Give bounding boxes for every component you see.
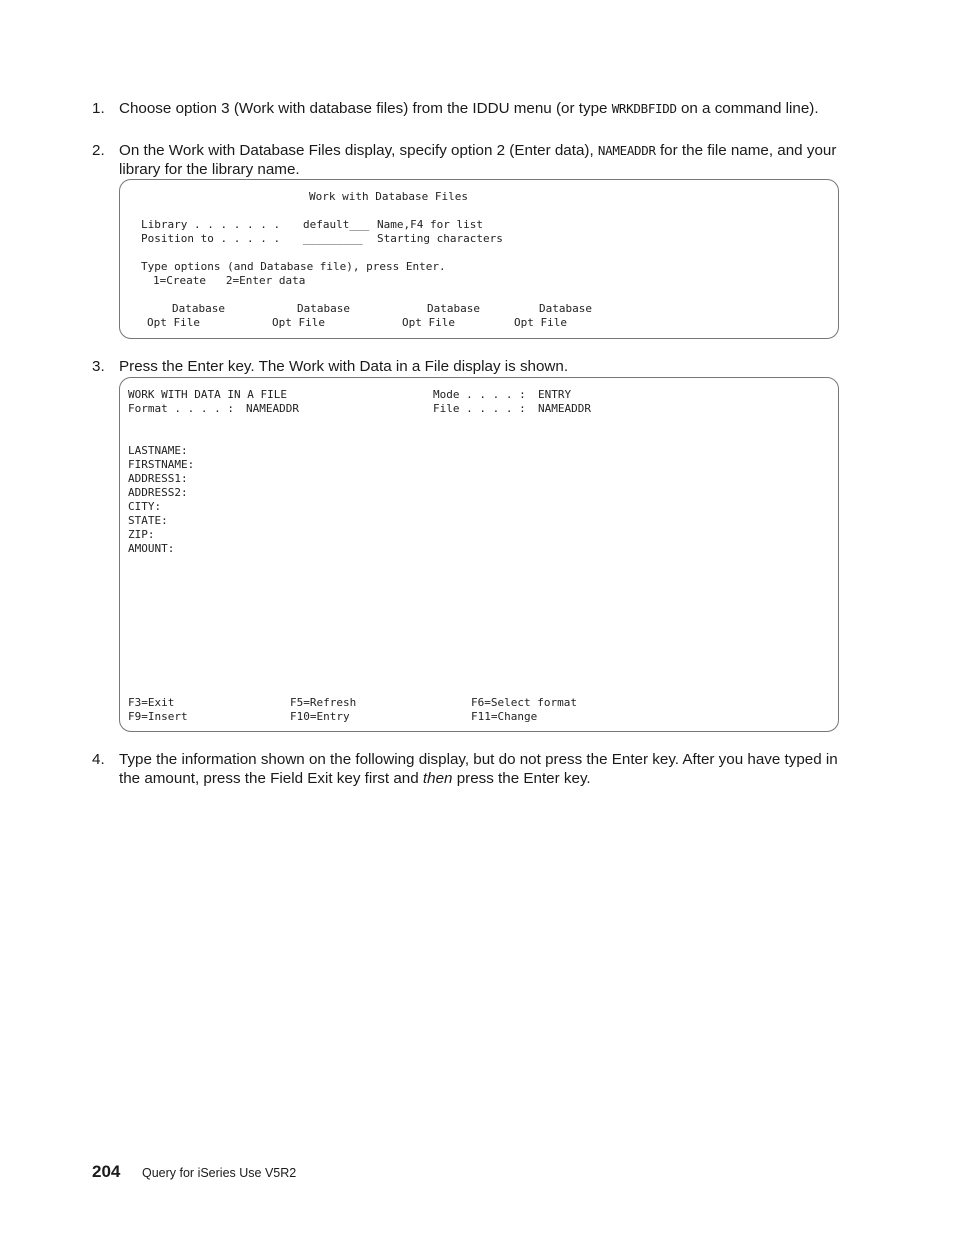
instruction-text: Type options (and Database file), press Enter. <box>141 260 446 273</box>
step-text: Choose option 3 (Work with database files) from the IDDU menu (or type <box>119 100 612 117</box>
book-title: Query for iSeries Use V5R2 <box>142 1166 297 1180</box>
column-header-opt-file: Opt File <box>272 316 325 329</box>
step-number: 4. <box>92 751 105 768</box>
column-header-database: Database <box>539 302 592 315</box>
step-3 <box>92 357 842 376</box>
library-hint: Name,F4 for list <box>377 218 483 231</box>
screen-title: WORK WITH DATA IN A FILE <box>128 388 287 401</box>
file-label: File . . . . : <box>433 402 526 415</box>
screen-title: Work with Database Files <box>309 190 468 203</box>
step-number: 3. <box>92 358 105 375</box>
page-number: 204 <box>92 1162 121 1181</box>
step-text: Press the Enter key. The Work with Data in a File display is shown. <box>119 358 569 375</box>
column-header-database: Database <box>297 302 350 315</box>
field-label-city: CITY: <box>128 500 162 513</box>
field-label-zip: ZIP: <box>128 528 155 541</box>
position-label: Position to . . . . . <box>141 232 281 245</box>
file-name-code: NAMEADDR <box>597 143 656 158</box>
f10-entry-key[interactable]: F10=Entry <box>290 710 350 723</box>
field-label-address1: ADDRESS1: <box>128 472 188 485</box>
mode-label: Mode . . . . : <box>433 388 526 401</box>
mode-value: ENTRY <box>538 388 572 401</box>
emphasis-then: then <box>422 770 453 787</box>
f9-insert-key[interactable]: F9=Insert <box>128 710 188 723</box>
position-input[interactable]: _________ <box>303 232 363 245</box>
field-label-amount: AMOUNT: <box>128 542 175 555</box>
field-label-state: STATE: <box>128 514 168 527</box>
format-label: Format . . . . : <box>128 402 234 415</box>
command-code: WRKDBFIDD <box>611 101 677 116</box>
f3-exit-key[interactable]: F3=Exit <box>128 696 175 709</box>
library-input[interactable]: default___ <box>303 218 370 231</box>
field-label-firstname: FIRSTNAME: <box>128 458 195 471</box>
f6-select-format-key[interactable]: F6=Select format <box>471 696 577 709</box>
column-header-opt-file: Opt File <box>402 316 455 329</box>
step-4 <box>92 750 842 788</box>
step-text-cont: press the Enter key. <box>452 770 591 787</box>
column-header-database: Database <box>172 302 225 315</box>
step-text: Type the information shown on the following display, but do not press the Enter key. After you have typed in the amount, press the Field Exit key first and <box>119 751 838 787</box>
column-header-opt-file: Opt File <box>514 316 567 329</box>
step-2 <box>92 141 842 179</box>
library-label: Library . . . . . . . <box>141 218 281 231</box>
step-text-cont: for the file name, and your library for the library name. <box>119 142 837 178</box>
step-number: 1. <box>92 100 105 117</box>
format-value: NAMEADDR <box>246 402 299 415</box>
f5-refresh-key[interactable]: F5=Refresh <box>290 696 357 709</box>
step-1 <box>92 99 842 118</box>
step-text: On the Work with Database Files display, specify option 2 (Enter data), <box>119 142 598 159</box>
f11-change-key[interactable]: F11=Change <box>471 710 538 723</box>
step-text-cont: on a command line). <box>676 100 819 117</box>
field-label-lastname: LASTNAME: <box>128 444 188 457</box>
position-hint: Starting characters <box>377 232 503 245</box>
file-value: NAMEADDR <box>538 402 591 415</box>
column-header-opt-file: Opt File <box>147 316 200 329</box>
options-text: 1=Create 2=Enter data <box>153 274 306 287</box>
column-header-database: Database <box>427 302 480 315</box>
field-label-address2: ADDRESS2: <box>128 486 188 499</box>
work-with-database-files-screen <box>119 179 839 339</box>
work-with-data-in-a-file-screen <box>119 377 839 732</box>
step-number: 2. <box>92 142 105 159</box>
